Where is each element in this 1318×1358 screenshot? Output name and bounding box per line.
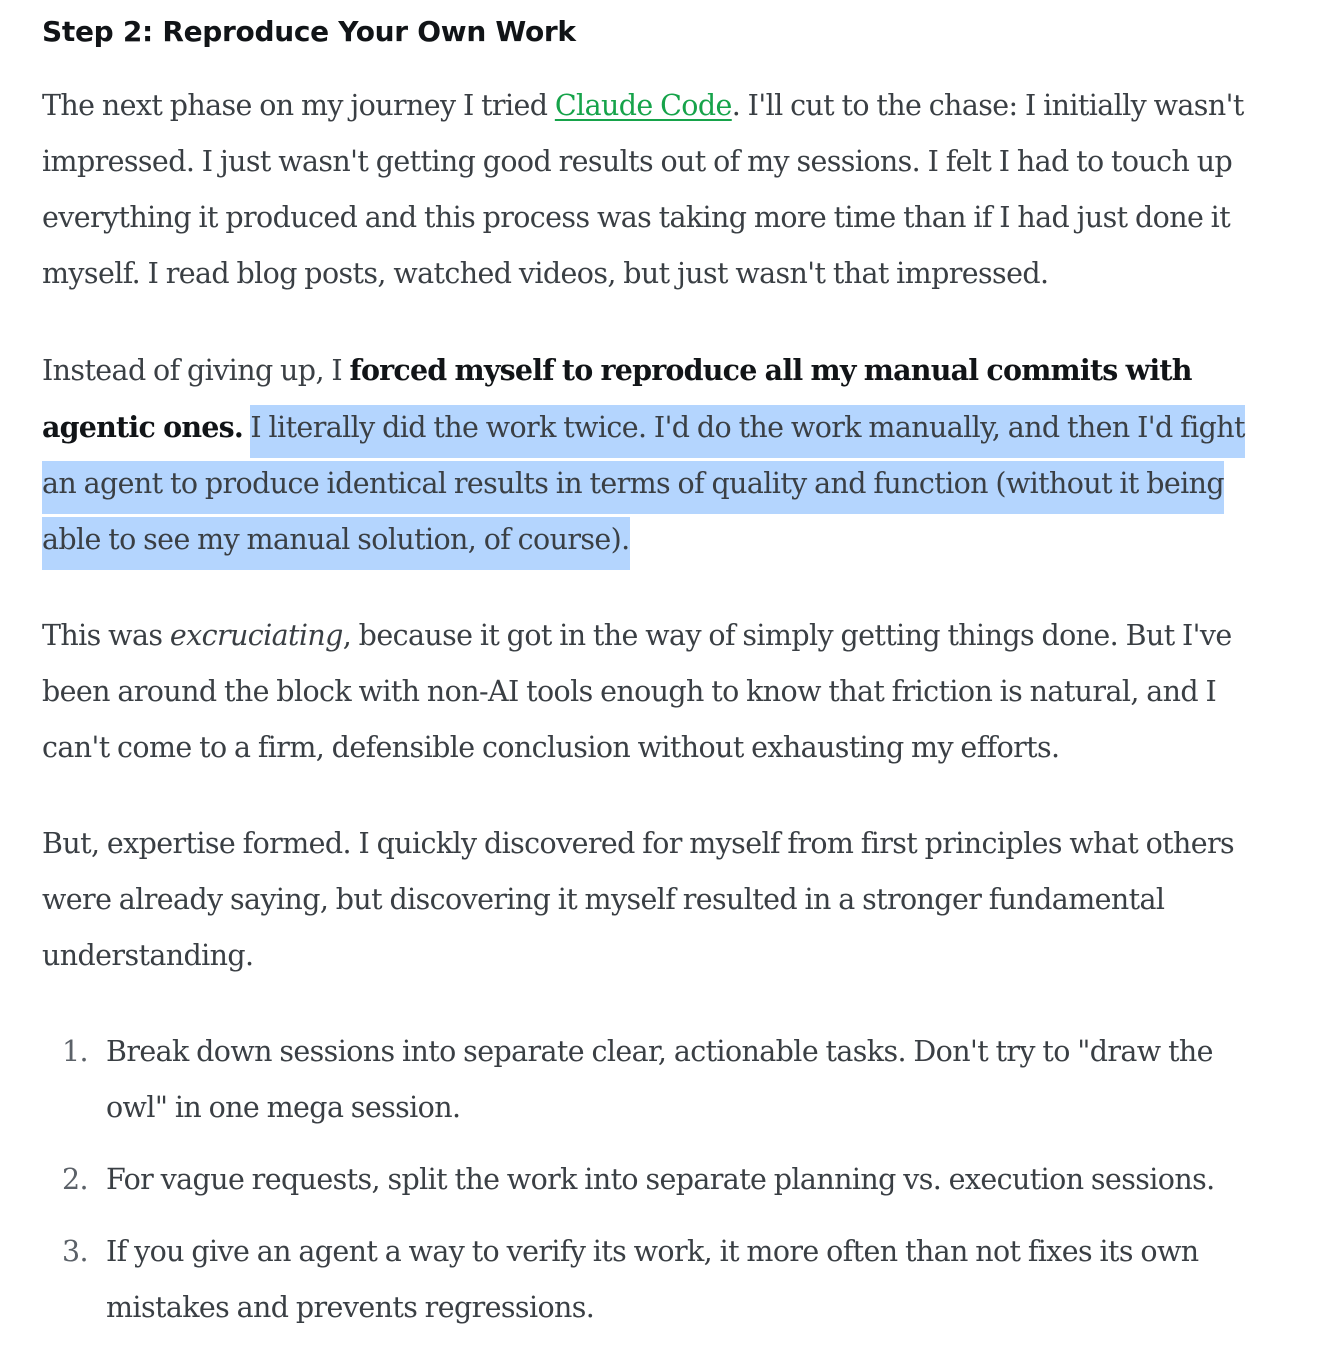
paragraph-reproduce: [42, 342, 1276, 568]
paragraph-text: The next phase on my journey I tried: [42, 89, 555, 122]
lessons-list: [42, 1024, 1276, 1336]
list-item: [42, 1024, 1276, 1136]
paragraph-text: This was: [42, 619, 170, 652]
paragraph-excruciating: [42, 608, 1276, 776]
list-item-text: If you give an agent a way to verify its work, it more often than not fixes its own mistakes and prevents regressions.: [106, 1235, 1199, 1324]
list-item-text: Break down sessions into separate clear, actionable tasks. Don't try to "draw the owl" in one mega session.: [106, 1035, 1213, 1124]
paragraph-text: . I'll cut to the chase: I initially wasn't impressed. I just wasn't getting good results out of my sessions. I felt I had to touch up everything it produced and this process was taking more time than if I had just done it myself. I read blog posts, watched videos, but just wasn't that impressed.: [42, 89, 1244, 290]
list-item-number: 3.: [62, 1235, 88, 1268]
claude-code-link[interactable]: Claude Code: [554, 89, 732, 122]
paragraph-claude-code: [42, 78, 1276, 302]
list-item-text: For vague requests, split the work into separate planning vs. execution sessions.: [106, 1163, 1215, 1196]
bold-emphasis: forced myself to reproduce all my manual commits with agentic ones.: [42, 353, 1192, 444]
selected-text-highlight[interactable]: I literally did the work twice. I'd do the work manually, and then I'd fight an agent to produce identical results in terms of quality and function (without it being able to see my manual solution, of course).: [42, 405, 1245, 570]
article-body: [42, 14, 1276, 1336]
paragraph-text: Instead of giving up, I: [42, 354, 350, 387]
list-item: [42, 1224, 1276, 1336]
list-item: [42, 1152, 1276, 1208]
paragraph-expertise: But, expertise formed. I quickly discovered for myself from first principles what others were already saying, but discovering it myself resulted in a stronger fundamental understanding.: [42, 827, 1235, 972]
italic-emphasis: excruciating: [169, 619, 343, 652]
list-item-number: 1.: [62, 1035, 88, 1068]
list-item-number: 2.: [62, 1163, 88, 1196]
paragraph-text: , because it got in the way of simply getting things done. But I've been around the block with non-AI tools enough to know that friction is natural, and I can't come to a firm, defensible conclusion without exhausting my efforts.: [42, 619, 1232, 764]
section-heading: Step 2: Reproduce Your Own Work: [42, 15, 576, 48]
